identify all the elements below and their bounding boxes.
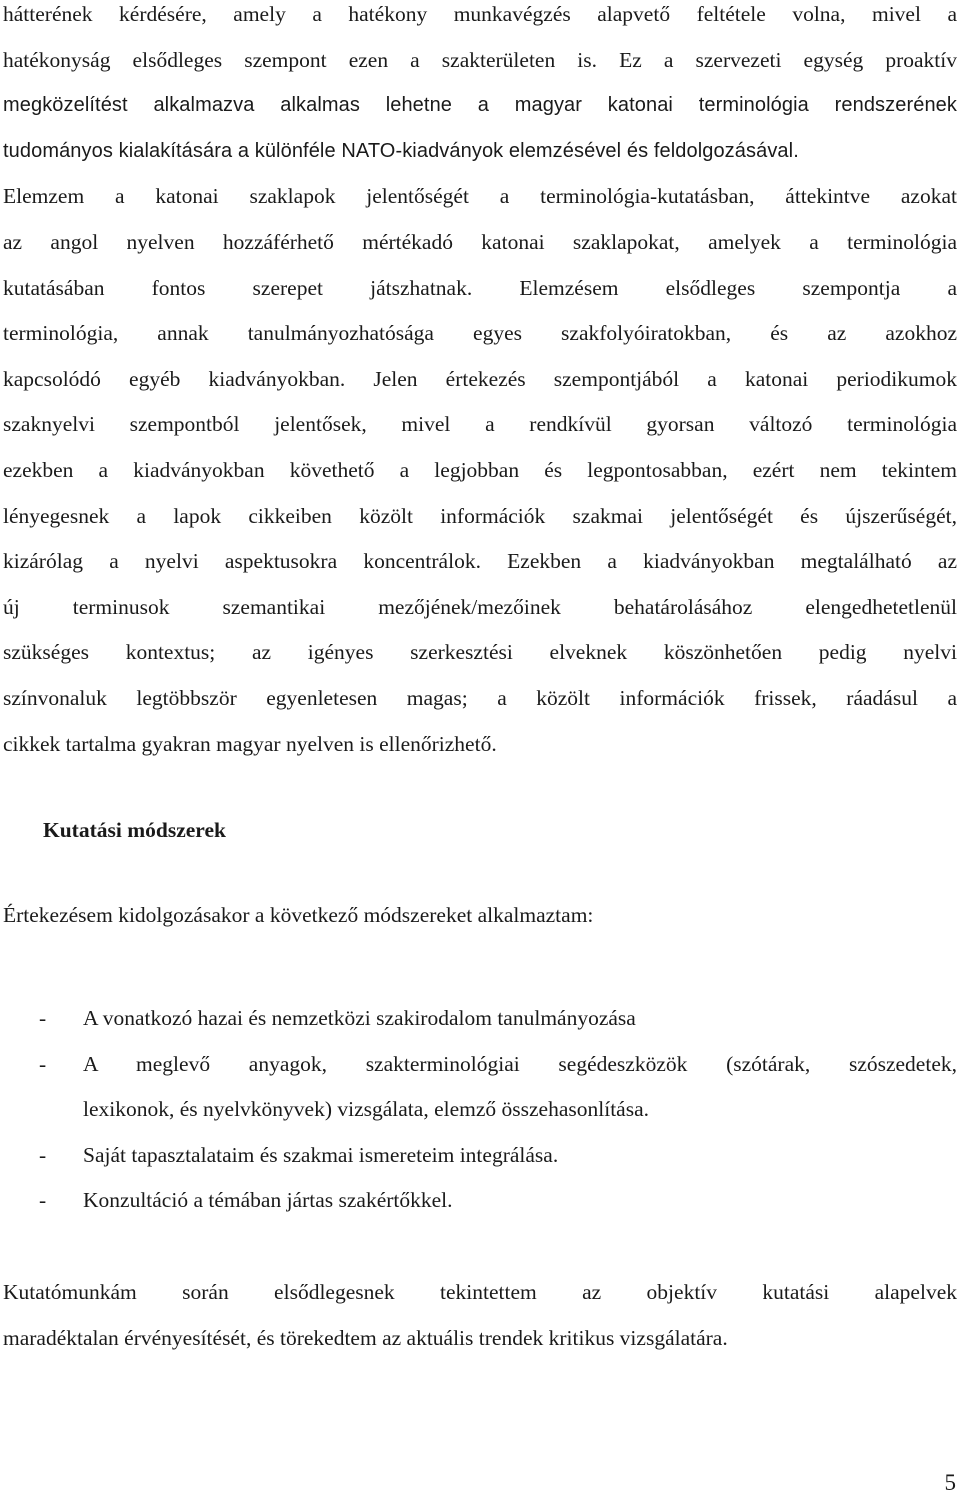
section-heading: Kutatási módszerek [43,818,226,842]
list-item-line: A vonatkozó hazai és nemzetközi szakirodalom tanulmányozása [83,1006,636,1030]
paragraph-line: szaknyelvi szempontból jelentősek, mivel a rendkívül gyorsan változó terminológia [3,412,957,437]
methods-intro: Értekezésem kidolgozásakor a következő módszereket alkalmaztam: [3,903,594,927]
paragraph-line: maradéktalan érvényesítését, és törekedtem az aktuális trendek kritikus vizsgálatára. [3,1325,728,1350]
list-dash: - [39,1051,47,1076]
list-item [3,996,957,1042]
paragraph-line: cikkek tartalma gyakran magyar nyelven is ellenőrizhető. [3,731,497,756]
closing-paragraph [3,1270,957,1361]
paragraph-line: terminológia, annak tanulmányozhatósága egyes szakfolyóiratokban, és az azokhoz [3,321,957,346]
paragraph-line: tudományos kialakítására a különféle NATO-kiadványok elemzésével és feldolgozásával. [3,139,799,162]
paragraph-line: az angol nyelven hozzáférhető mértékadó katonai szaklapokat, amelyek a terminológia [3,229,957,254]
body-paragraph [3,0,957,767]
list-item [3,1178,957,1224]
paragraph-line: hátterének kérdésére, amely a hatékony munkavégzés alapvető feltétele volna, mivel a [3,2,957,26]
methods-list [3,996,957,1224]
list-item [3,1042,957,1133]
page-number: 5 [944,1470,956,1495]
list-item-line: A meglevő anyagok, szakterminológiai segédeszközök (szótárak, szószedetek, [83,1051,957,1076]
list-item-line: Saját tapasztalataim és szakmai ismereteim integrálása. [83,1142,559,1167]
paragraph-line: új terminusok szemantikai mezőjének/mezőinek behatárolásához elengedhetetlenül [3,594,957,619]
paragraph-line: szükséges kontextus; az igényes szerkesztési elveknek köszönhetően pedig nyelvi [3,640,957,665]
list-dash: - [39,1188,47,1213]
list-dash: - [39,1006,47,1030]
paragraph-line: Elemzem a katonai szaklapok jelentőségét a terminológia-kutatásban, áttekintve azokat [3,184,957,209]
paragraph-line: kapcsolódó egyéb kiadványokban. Jelen értekezés szempontjából a katonai periodikumok [3,366,957,391]
list-item-line: lexikonok, és nyelvkönyvek) vizsgálata, elemző összehasonlítása. [83,1097,650,1122]
paragraph-line: kutatásában fontos szerepet játszhatnak. Elemzésem elsődleges szempontja a [3,275,957,300]
paragraph-line: megközelítést alkalmazva alkalmas lehetne a magyar katonai terminológia rendszerének [3,94,957,117]
paragraph-line: hatékonyság elsődleges szempont ezen a szakterületen is. Ez a szervezeti egység proaktív [3,47,957,72]
paragraph-line: lényegesnek a lapok cikkeiben közölt információk szakmai jelentőségét és újszerűségét, [3,503,957,528]
paragraph-line: színvonaluk legtöbbször egyenletesen magas; a közölt információk frissek, ráadásul a [3,685,957,710]
list-item [3,1133,957,1179]
list-dash: - [39,1142,47,1167]
paragraph-line: ezekben a kiadványokban követhető a legjobban és legpontosabban, ezért nem tekintem [3,457,957,482]
paragraph-line: kizárólag a nyelvi aspektusokra koncentrálok. Ezekben a kiadványokban megtalálható az [3,549,957,574]
list-item-line: Konzultáció a témában jártas szakértőkkel. [83,1188,453,1213]
paragraph-line: Kutatómunkám során elsődlegesnek tekintettem az objektív kutatási alapelvek [3,1280,957,1304]
